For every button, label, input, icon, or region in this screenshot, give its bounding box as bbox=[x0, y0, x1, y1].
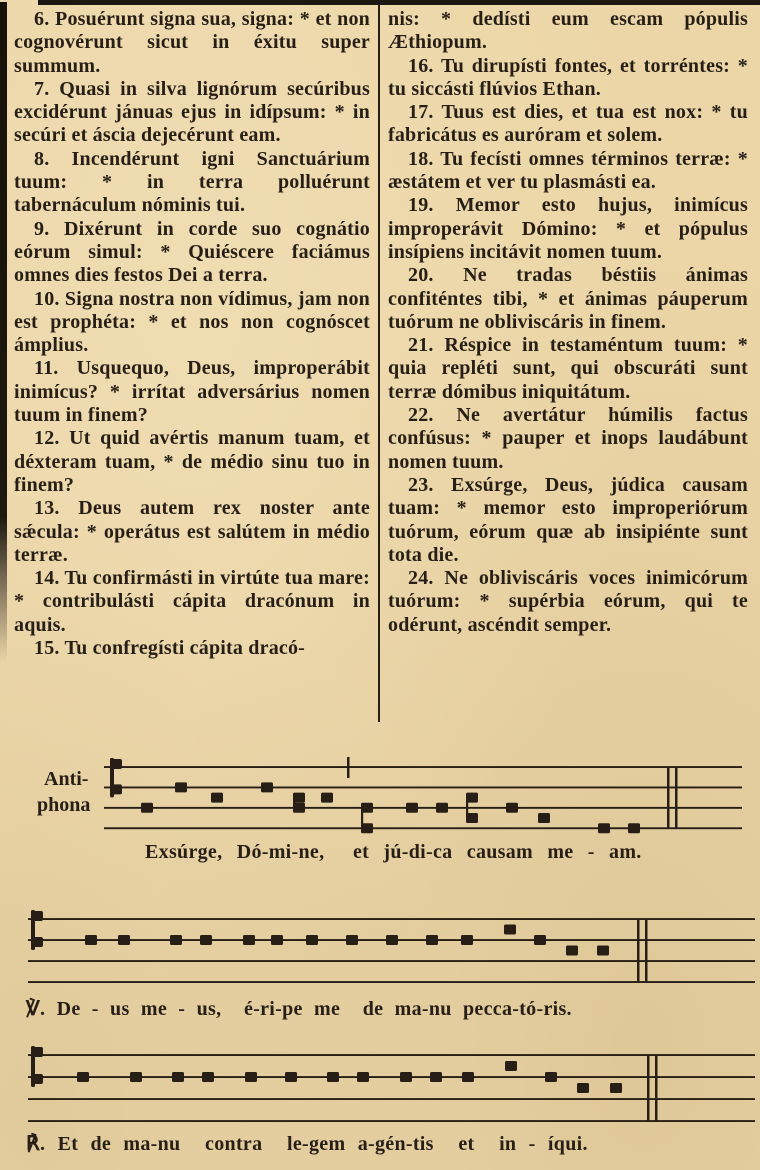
psalm-verse: 22. Ne avertátur húmilis factus confúsus: * pauper et inops laudábunt nomen tuum. bbox=[388, 404, 748, 473]
antiphona-label-line1: Anti- bbox=[44, 768, 89, 790]
versicle-staff bbox=[28, 910, 755, 983]
antiphona-label bbox=[37, 766, 90, 818]
antiphona-label-line2: phona bbox=[37, 794, 91, 816]
psalm-verse: 7. Quasi in silva lignórum secúribus excidérunt jánuas ejus in idípsum: * in secúri et áscia dejecérunt eam. bbox=[14, 77, 370, 147]
psalm-column-right bbox=[388, 8, 748, 637]
psalm-verse: 20. Ne tradas béstiis ánimas confiténtes tibi, * et ánimas páuperum tuórum ne obliviscáris in finem. bbox=[388, 264, 748, 333]
top-border-rule bbox=[38, 0, 760, 5]
psalm-column-left bbox=[14, 8, 370, 660]
psalm-verse: 11. Usquequo, Deus, improperábit inimícus? * irrítat adversárius nomen tuum in finem? bbox=[14, 357, 370, 427]
psalm-verse: 15. Tu confregísti cápita dracó- bbox=[34, 637, 306, 660]
psalm-verse: 24. Ne obliviscáris voces inimicórum tuórum: * supérbia eórum, qui te odérunt, ascéndit semper. bbox=[388, 567, 748, 636]
left-page-edge-shadow bbox=[0, 2, 7, 662]
psalm-verse: 10. Signa nostra non vídimus, jam non est prophéta: * et nos non cognóscet ámplius. bbox=[14, 287, 370, 357]
column-divider-rule bbox=[378, 4, 380, 722]
psalm-verse: 17. Tuus est dies, et tua est nox: * tu fabricátus es auróram et solem. bbox=[388, 101, 748, 147]
psalm-verse: 12. Ut quid avértis manum tuam, et déxteram tuam, * de médio sinu tuo in finem? bbox=[14, 427, 370, 496]
antiphon-lyrics: Exsúrge, Dó-mi-ne, et jú-di-ca causam me - am. bbox=[145, 841, 642, 863]
psalm-verse: 19. Memor esto hujus, inimícus improperávit Dómino: * et pópulus insípiens incitávit nomen tuum. bbox=[388, 194, 748, 263]
psalm-verse: 18. Tu fecísti omnes términos terræ: * æstátem et ver tu plasmásti ea. bbox=[388, 147, 748, 194]
psalm-verse: 13. Deus autem rex noster ante sǽcula: * operátus est salútem in médio terræ. bbox=[14, 497, 370, 566]
psalm-verse: nis: * dedísti eum escam pópulis Æthiopum. bbox=[388, 8, 748, 54]
psalm-verse: 16. Tu dirupísti fontes, et torréntes: * tu siccásti flúvios Ethan. bbox=[388, 54, 748, 100]
antiphon-staff bbox=[104, 757, 742, 833]
psalm-verse: 6. Posuérunt signa sua, signa: * et non cognovérunt sicut in éxitu super summum. bbox=[14, 8, 370, 77]
psalm-verse: 21. Réspice in testaméntum tuum: * quia repléti sunt, qui obscuráti sunt terræ dómibus iniquitátum. bbox=[388, 334, 748, 403]
psalm-verse: 23. Exsúrge, Deus, júdica causam tuam: * memor esto improperiórum tuórum, eórum quæ ab insipiénte sunt tota die. bbox=[388, 473, 748, 566]
psalm-verse: 14. Tu confirmásti in virtúte tua mare: * contribulásti cápita dracónum in aquis. bbox=[14, 567, 370, 636]
psalm-verse: 8. Incendérunt igni Sanctuárium tuum: * in terra polluérunt tabernáculum nóminis tui. bbox=[14, 147, 370, 217]
versicle-lyrics: ℣. De - us me - us, é-ri-pe me de ma-nu pecca-tó-ris. bbox=[26, 998, 572, 1020]
psalm-verse: 9. Dixérunt in corde suo cognátio eórum simul: * Quiéscere faciámus omnes dies festos Dei a terra. bbox=[14, 217, 370, 287]
response-lyrics: ℟. Et de ma-nu contra le-gem a-gén-tis et in - íqui. bbox=[26, 1133, 588, 1155]
response-staff bbox=[28, 1046, 755, 1122]
